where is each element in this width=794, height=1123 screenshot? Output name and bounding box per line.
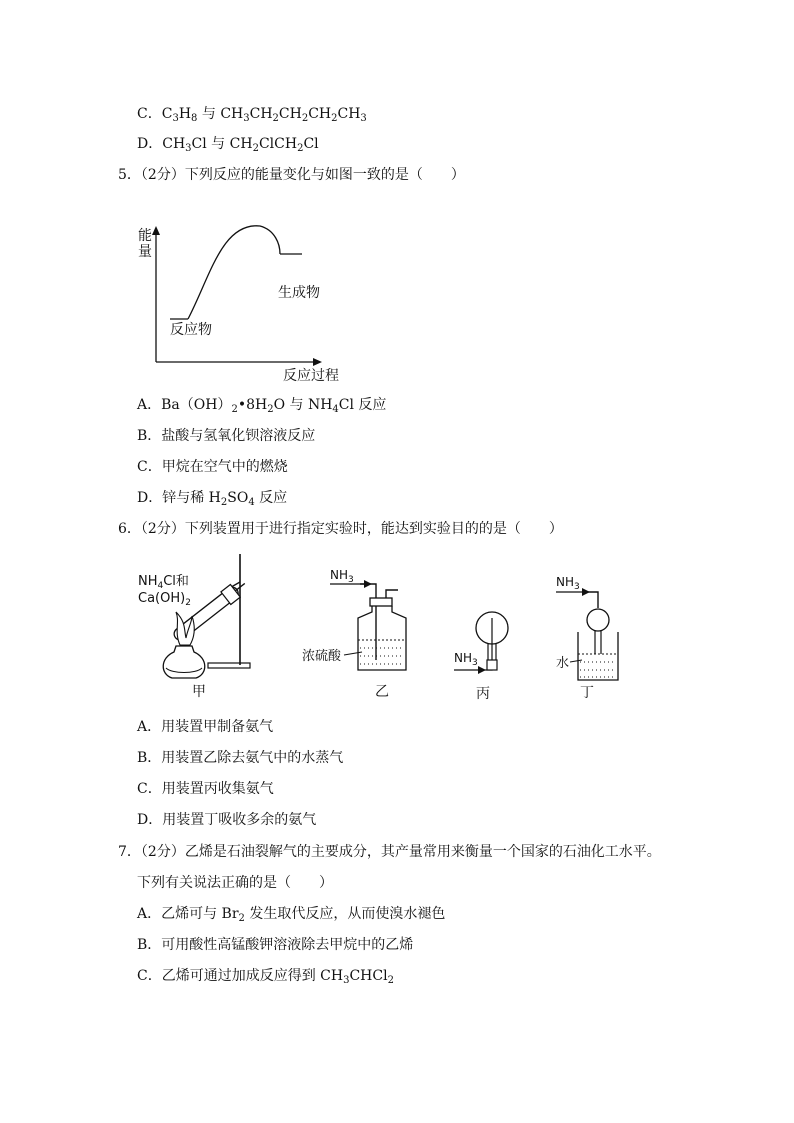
apparatus-bing	[450, 610, 520, 702]
inlet-tube	[584, 592, 598, 608]
y-axis-label-1: 能	[138, 228, 152, 244]
label-ding: 丁	[580, 685, 594, 701]
apparatus-ding	[554, 572, 624, 702]
gas-label: $NH_3$	[330, 568, 354, 585]
gas-bottle	[358, 606, 406, 670]
q7-option-c: C．乙烯可通过加成反应得到 $CH_3CHCl_2$	[137, 968, 394, 986]
beaker	[578, 632, 618, 680]
q4-option-c: C．$C_3H_8$ 与 $CH_3CH_2CH_2CH_2CH_3$	[137, 106, 367, 124]
stand-base	[208, 663, 250, 668]
funnel-stem	[595, 630, 601, 654]
bottle-stopper	[370, 598, 392, 606]
liquid-label: 水	[556, 656, 570, 671]
q7-stem: 7．（2分）乙烯是石油裂解气的主要成分，其产量常用来衡量一个国家的石油化工水平。	[118, 844, 661, 860]
y-axis-label-2: 量	[138, 244, 152, 260]
q5-stem: 5．（2分）下列反应的能量变化与如图一致的是（ ）	[118, 167, 465, 183]
apparatus-yi	[300, 562, 410, 702]
gas-label: $NH_3$	[556, 575, 580, 592]
q5-option-a: A．$Ba(OH)_2•8H_2O$ 与 $NH_4Cl$ 反应	[137, 397, 387, 415]
q5-option-d: D．锌与稀 $H_2SO_4$ 反应	[137, 490, 288, 508]
liquid-pointer	[344, 652, 362, 655]
energy-diagram	[130, 222, 350, 387]
gas-label: $NH_3$	[454, 651, 478, 668]
apparatus-jia	[136, 550, 256, 700]
reagent-label-2: $Ca(OH)_2$	[138, 591, 191, 608]
energy-curve	[188, 226, 280, 319]
q7-option-a: A．乙烯可与 $Br_2$ 发生取代反应，从而使溴水褪色	[137, 906, 446, 924]
q5-option-c: C．甲烷在空气中的燃烧	[137, 459, 288, 475]
label-jia: 甲	[192, 684, 206, 700]
flask-stopper	[487, 660, 497, 670]
alcohol-lamp	[163, 646, 205, 678]
funnel-bulb	[587, 609, 609, 631]
label-bing: 丙	[476, 686, 490, 702]
q6-option-b: B．用装置乙除去氨气中的水蒸气	[137, 750, 344, 766]
inlet-tube	[360, 584, 376, 660]
q7-stem-continued: 下列有关说法正确的是（ ）	[137, 875, 333, 891]
q4-option-d: D．$CH_3Cl$ 与 $CH_2ClCH_2Cl$	[137, 136, 319, 154]
q6-option-c: C．用装置丙收集氨气	[137, 781, 274, 797]
inlet-arrow-head	[478, 666, 486, 674]
q6-option-a: A．用装置甲制备氨气	[137, 719, 274, 735]
q7-option-b: B．可用酸性高锰酸钾溶液除去甲烷中的乙烯	[137, 937, 414, 953]
reagent-label-1: $NH_4Cl$和	[138, 574, 189, 591]
x-axis-arrow	[313, 358, 322, 366]
y-axis-arrow	[152, 226, 160, 235]
liquid-label: 浓硫酸	[302, 649, 342, 664]
option-letter: C．	[137, 106, 162, 122]
reactant-label: 反应物	[170, 322, 212, 338]
q6-option-d: D．用装置丁吸收多余的氨气	[137, 812, 317, 828]
q5-option-b: B．盐酸与氢氧化钡溶液反应	[137, 428, 316, 444]
q6-stem: 6．（2分）下列装置用于进行指定实验时，能达到实验目的的是（ ）	[118, 521, 563, 537]
x-axis-label: 反应过程	[283, 368, 339, 384]
product-label: 生成物	[278, 285, 320, 301]
label-yi: 乙	[375, 684, 389, 700]
